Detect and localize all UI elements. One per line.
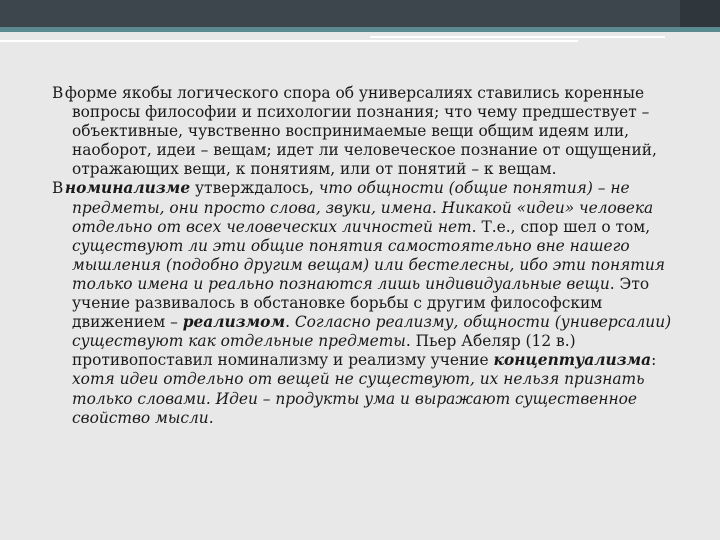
paragraph-marker: В [52, 84, 64, 102]
accent-line [0, 27, 720, 32]
title-band-accent [680, 0, 720, 27]
text-segment: . Пьер Абеляр (12 в.) противопоставил номинализму и реализму учение [72, 332, 576, 370]
text-segment: форме якобы логического спора об универсалиях ставились коренные вопросы философии и психологии познания; что чему предшествует – объективные, чувственно воспринимаемые вещи общим идеям или, наоборот, идеи – вещам; идет ли человеческое познание от ощущений, отражающих вещи, к понятиям, или от понятий – к вещам. [60, 84, 657, 179]
italic-segment: существуют ли эти общие понятия самостоятельно вне нашего мышления (подобно другим вещам) или бестелесны, ибо эти понятия только имена и реально познаются лишь индивидуальные вещи [72, 236, 665, 293]
paragraph-marker: В [52, 179, 64, 198]
paragraph-nominalism [52, 179, 692, 427]
term-nominalism: номинализме [64, 179, 191, 198]
italic-segment: Согласно реализму, общности (универсалии) существуют как отдельные предметы [72, 313, 672, 351]
decorative-line-upper [370, 36, 665, 38]
term-conceptualism: концептуализма [493, 351, 652, 370]
paragraph-universals [52, 84, 692, 179]
text-segment: . [285, 313, 295, 332]
text-segment: : [651, 351, 657, 370]
title-band [0, 0, 720, 27]
text-segment: . Т.е., спор шел о том, [471, 217, 651, 236]
italic-segment: хотя идеи отдельно от вещей не существуют, их нельзя признать только словами. Идеи – продукты ума и выражают существенное свойство мысли [72, 370, 645, 427]
text-segment: . [208, 408, 214, 427]
text-segment: утверждалось, [190, 179, 319, 198]
text-segment: . Это учение развивалось в обстановке борьбы с другим философским движением – [72, 274, 650, 332]
term-realism: реализмом [182, 313, 286, 332]
italic-segment: что общности (общие понятия) – не предметы, они просто слова, звуки, имена. Никакой «идеи» человека отдельно от всех человеческих личностей нет [72, 179, 654, 236]
slide-body [52, 84, 692, 428]
decorative-line-lower [0, 40, 578, 42]
